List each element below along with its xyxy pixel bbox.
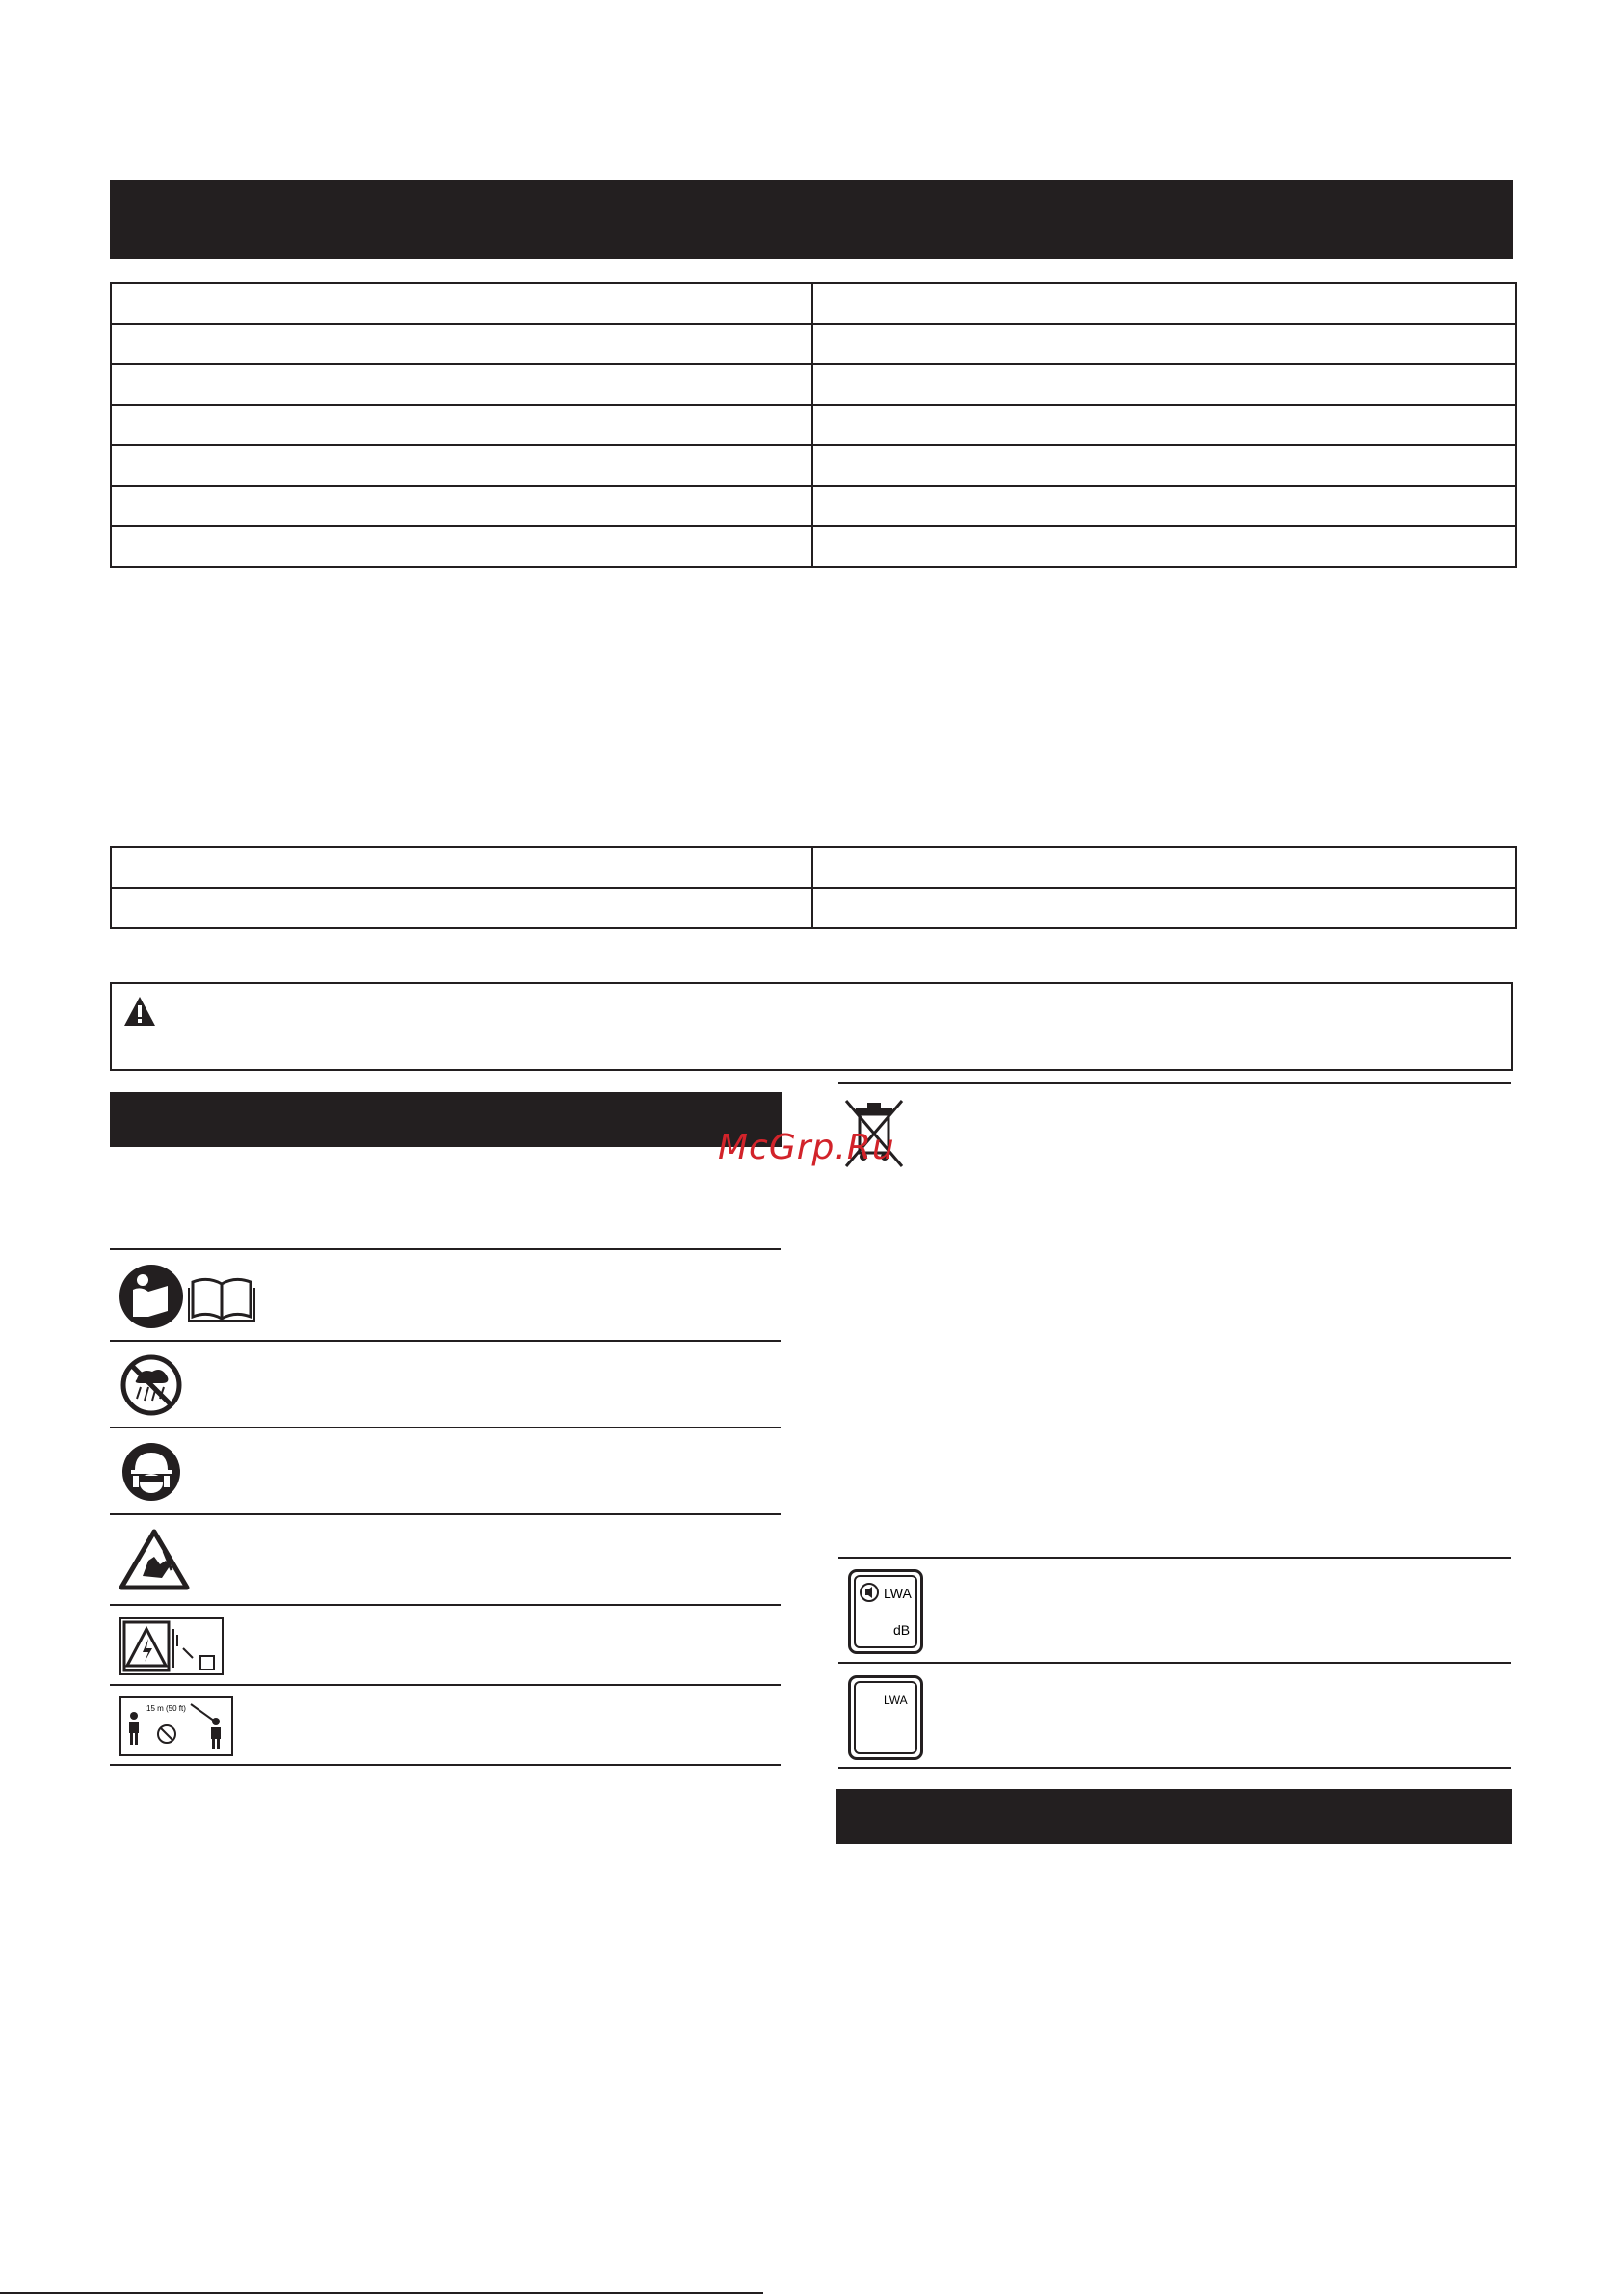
power-line-warning-icon bbox=[119, 1617, 225, 1675]
warning-triangle-icon bbox=[123, 996, 156, 1027]
keep-distance-icon bbox=[119, 1696, 233, 1756]
divider bbox=[110, 1427, 781, 1428]
divider bbox=[110, 1340, 781, 1342]
sound-power-icon bbox=[848, 1675, 923, 1760]
table-label bbox=[111, 847, 812, 888]
watermark-text: McGrp.Ru bbox=[718, 1128, 895, 1167]
spec-label bbox=[111, 364, 812, 405]
spec-value bbox=[812, 324, 1516, 364]
list-item bbox=[110, 1696, 781, 1754]
divider bbox=[110, 1684, 781, 1686]
spec-value bbox=[812, 364, 1516, 405]
no-rain-icon bbox=[119, 1354, 187, 1416]
table-row bbox=[111, 364, 1516, 405]
spec-value bbox=[812, 405, 1516, 445]
table-row bbox=[111, 324, 1516, 364]
divider bbox=[110, 1513, 781, 1515]
table-row bbox=[111, 283, 1516, 324]
spec-value bbox=[812, 486, 1516, 526]
spec-label bbox=[111, 526, 812, 567]
lwa-label: LWA bbox=[884, 1586, 912, 1601]
no-hand-icon bbox=[156, 1723, 177, 1745]
table-row bbox=[111, 526, 1516, 567]
divider bbox=[838, 1662, 1511, 1664]
spec-label bbox=[111, 486, 812, 526]
table-label bbox=[111, 888, 812, 928]
lwa-label: LWA bbox=[884, 1694, 908, 1707]
speaker-icon bbox=[859, 1582, 880, 1603]
db-unit: dB bbox=[893, 1622, 911, 1638]
secondary-table bbox=[110, 846, 1517, 929]
guaranteed-sound-power-icon bbox=[848, 1569, 923, 1654]
section-header-bar bbox=[836, 1789, 1512, 1844]
list-item bbox=[110, 1354, 781, 1416]
divider bbox=[110, 1764, 781, 1766]
divider bbox=[838, 1767, 1511, 1769]
list-item bbox=[110, 1528, 781, 1593]
list-item bbox=[110, 1263, 781, 1330]
spec-label bbox=[111, 283, 812, 324]
specification-table bbox=[110, 282, 1517, 568]
operator-icon bbox=[189, 1702, 227, 1750]
table-row bbox=[111, 405, 1516, 445]
list-item bbox=[110, 1617, 781, 1675]
spec-label bbox=[111, 405, 812, 445]
divider bbox=[838, 1557, 1511, 1559]
read-manual-icon bbox=[119, 1263, 264, 1330]
table-value bbox=[812, 888, 1516, 928]
spec-value bbox=[812, 526, 1516, 567]
spec-value bbox=[812, 283, 1516, 324]
distance-label: 15 m (50 ft) bbox=[146, 1704, 186, 1713]
divider bbox=[838, 1082, 1511, 1084]
table-row bbox=[111, 486, 1516, 526]
warning-box bbox=[110, 982, 1513, 1071]
hand-cut-warning-icon bbox=[119, 1528, 193, 1593]
table-value bbox=[812, 847, 1516, 888]
table-row bbox=[111, 445, 1516, 486]
list-item bbox=[110, 1441, 781, 1503]
table-row bbox=[111, 888, 1516, 928]
divider bbox=[110, 1604, 781, 1606]
table-row bbox=[111, 847, 1516, 888]
symbols-section-header-bar bbox=[110, 1092, 782, 1147]
person-icon bbox=[127, 1712, 141, 1745]
section-header-bar bbox=[110, 180, 1513, 259]
spec-value bbox=[812, 445, 1516, 486]
footer-divider bbox=[0, 2292, 763, 2294]
spec-label bbox=[111, 445, 812, 486]
divider bbox=[110, 1248, 781, 1250]
spec-label bbox=[111, 324, 812, 364]
wear-protection-icon bbox=[119, 1441, 187, 1503]
